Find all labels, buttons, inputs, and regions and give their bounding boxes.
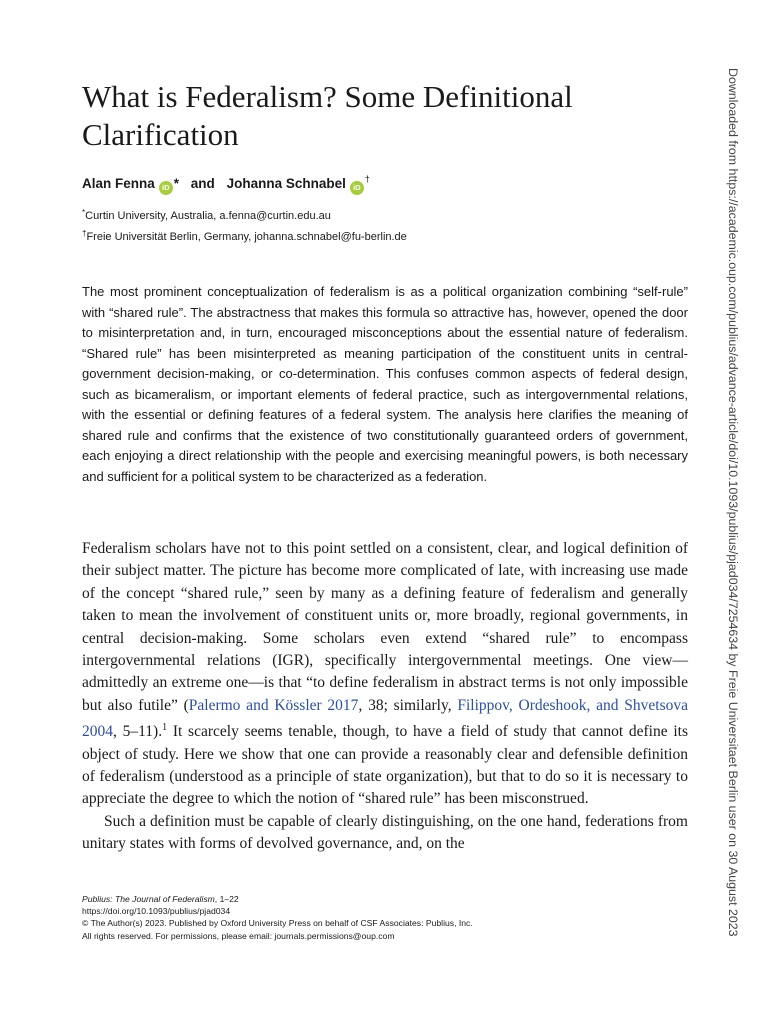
article-body [82,538,688,856]
body-paragraph: Federalism scholars have not to this point settled on a consistent, clear, and logical definition of their subject matter. The picture has become more complicated of late, with increasing use made of the concept “shared rule,” seen by many as a defining feature of federalism and generally taken to mean the involvement of constituent units or, more broadly, regional governments, in central decision-making. Some scholars even extend “shared rule” to encompass intergovernmental relations (IGR), specifically intergovernmental meetings. One view—admittedly an extreme one—is that “to define federalism in abstract terms is not only impossible but also futile” (Palermo and Kössler 2017, 38; similarly, Filippov, Ordeshook, and Shvetsova 2004, 5–11).$^1$ It scarcely seems tenable, though, to have a field of study that cannot define its object of study. Here we show that one can provide a reasonably clear and defensible definition of federalism (understood as a principle of state organization), but that to do so it is necessary to appreciate the degree to which the notion of “shared rule” has been misconstrued. [82,540,689,808]
author-mark: † [364,174,370,184]
author-name[interactable]: Alan Fenna [82,176,155,191]
page-footer [82,893,473,942]
author-name[interactable]: Johanna Schnabel [226,176,346,191]
affiliation: †Freie Universität Berlin, Germany, johanna.schnabel@fu-berlin.de [82,229,407,243]
page-range: , 1–22 [214,894,239,904]
citation-link[interactable]: Filippov, Ordeshook, and Shvetsova 2004 [82,696,689,741]
author-mark: * [173,176,180,191]
orcid-icon[interactable]: iD [159,181,173,195]
download-watermark [726,68,746,952]
author-joiner: and [190,176,215,191]
article-title: What is Federalism? Some Definitional Clarification [82,79,573,152]
orcid-icon[interactable]: iD [350,181,364,195]
affiliation: *Curtin University, Australia, a.fenna@curtin.edu.au [82,208,331,222]
rights-notice: All rights reserved. For permissions, please email: journals.permissions@oup.com [82,930,395,941]
footnote-marker[interactable]: 1 [162,722,168,734]
copyright-notice: © The Author(s) 2023. Published by Oxford University Press on behalf of CSF Associates: Publius, Inc. [82,918,473,929]
download-notice: Downloaded from https://academic.oup.com/publius/advance-article/doi/10.1093/publius/pjad034/7254634 by Freie Universitaet Berlin user on 30 August 2023 [726,68,740,937]
affiliations [82,204,407,246]
citation-link[interactable]: Palermo and Kössler 2017 [188,696,359,714]
journal-line [82,893,473,905]
abstract: The most prominent conceptualization of federalism is as a political organization combining “self-rule” with “shared rule”. The abstractness that makes this formula so attractive has, however, opened the door to misinterpretation and, in turn, encouraged misconceptions about the essential nature of federalism. “Shared rule” has been misinterpreted as meaning participation of the constituent units in central-government decision-making, or co-determination. This confuses common aspects of federal design, such as bicameralism, or important elements of federal practice, such as intergovernmental relations, with the essential or defining features of a federal system. The analysis here clarifies the meaning of shared rule and confirms that the existence of two constitutionally guaranteed orders of government, each enjoying a direct relationship with the people and exercising meaningful powers, is both necessary and sufficient for a political system to be characterized as a federation. [82,284,688,484]
doi-link[interactable]: https://doi.org/10.1093/publius/pjad034 [82,906,231,917]
body-paragraph: Such a definition must be capable of clearly distinguishing, on the one hand, federations from unitary states with forms of devolved governance, and, on the [82,812,688,853]
author-line [82,174,370,195]
journal-name: Publius: The Journal of Federalism [82,894,215,904]
